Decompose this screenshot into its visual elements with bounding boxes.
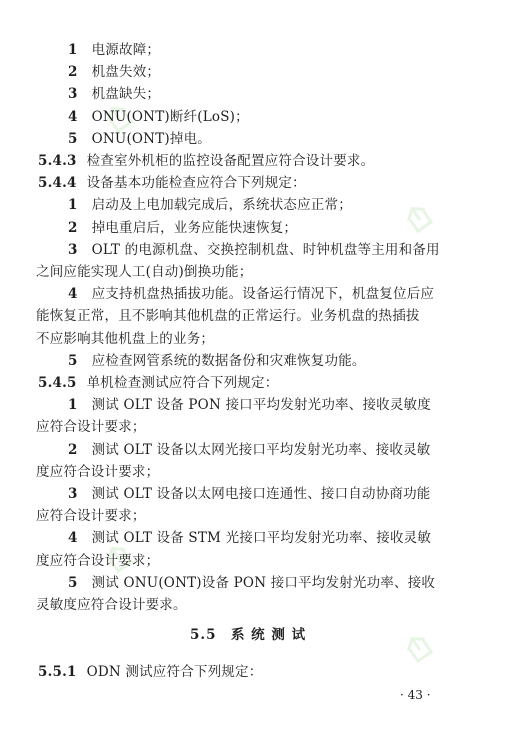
text-line: [68, 129, 211, 149]
item-number: 2: [68, 220, 78, 236]
line-text: 灵敏度应符合设计要求。: [36, 597, 187, 613]
clause-number: 5.4.3: [38, 153, 77, 169]
text-line: [68, 573, 435, 593]
text-line: [36, 417, 146, 437]
text-line: [68, 107, 249, 127]
item-number: 4: [68, 530, 78, 546]
text-line: [36, 462, 159, 482]
line-text: 设备基本功能检查应符合下列规定：: [86, 175, 306, 191]
line-text: 电源故障；: [91, 42, 161, 58]
text-line: [38, 151, 374, 171]
line-text: 能恢复正常，且不影响其他机盘的正常运行。业务机盘的热插拔: [36, 308, 420, 324]
line-text: ONU(ONT)断纤(LoS)；: [91, 109, 249, 125]
line-text: 度应符合设计要求；: [36, 553, 160, 569]
clause-number: 5.5.1: [38, 664, 77, 680]
text-line: [36, 329, 214, 349]
line-text: 测试 OLT 设备 STM 光接口平均发射光功率、接收灵敏: [91, 530, 432, 546]
line-text: 检查室外机柜的监控设备配置应符合设计要求。: [86, 153, 375, 169]
line-text: ONU(ONT)掉电。: [91, 131, 211, 147]
text-line: [36, 506, 146, 526]
clause-number: 5.4.5: [38, 375, 77, 391]
text-line: [36, 595, 187, 615]
line-text: 机盘缺失；: [91, 86, 161, 102]
text-line: [68, 395, 431, 415]
line-text: 启动及上电加载完成后，系统状态应正常；: [91, 197, 352, 213]
clause-5-5-1: [38, 662, 262, 682]
text-line: [68, 40, 160, 60]
text-line: [36, 262, 252, 282]
line-text: 不应影响其他机盘上的业务；: [36, 331, 215, 347]
item-number: 2: [68, 64, 78, 80]
line-text: 机盘失效；: [91, 64, 161, 80]
line-text: 之间应能实现人工(自动)倒换功能；: [36, 264, 253, 280]
item-number: 1: [68, 42, 78, 58]
text-line: [38, 373, 278, 393]
line-text: 应符合设计要求；: [36, 419, 146, 435]
text-line: [68, 528, 431, 548]
item-number: 3: [68, 242, 78, 258]
text-line: [68, 62, 160, 82]
text-line: [68, 84, 160, 104]
text-line: [68, 240, 440, 260]
item-number: 4: [68, 109, 78, 125]
line-text: 应符合设计要求；: [36, 508, 146, 524]
item-number: 1: [68, 197, 78, 213]
item-number: 5: [68, 353, 78, 369]
line-text: 度应符合设计要求；: [36, 464, 160, 480]
text-line: [68, 440, 431, 460]
text-line: [68, 351, 366, 371]
line-text: 测试 OLT 设备以太网电接口连通性、接口自动协商功能: [91, 486, 431, 502]
line-text: 应支持机盘热插拔功能。设备运行情况下，机盘复位后应: [91, 286, 435, 302]
text-line: [68, 195, 352, 215]
item-number: 3: [68, 86, 78, 102]
text-line: [68, 484, 431, 504]
text-line: [38, 173, 306, 193]
line-text: 单机检查测试应符合下列规定：: [86, 375, 279, 391]
item-number: 3: [68, 486, 78, 502]
line-text: 测试 ONU(ONT)设备 PON 接口平均发射光功率、接收: [91, 575, 436, 591]
section-heading: 5.5 系 统 测 试: [190, 627, 307, 643]
page-number: · 43 ·: [400, 688, 431, 702]
item-number: 5: [68, 575, 78, 591]
line-text: OLT 的电源机盘、交换控制机盘、时钟机盘等主用和备用: [91, 242, 440, 258]
item-number: 4: [68, 286, 78, 302]
line-text: 测试 OLT 设备以太网光接口平均发射光功率、接收灵敏: [91, 442, 431, 458]
clause-text: ODN 测试应符合下列规定：: [86, 664, 263, 680]
line-text: 应检查网管系统的数据备份和灾难恢复功能。: [91, 353, 366, 369]
line-text: 测试 OLT 设备 PON 接口平均发射光功率、接收灵敏度: [91, 397, 431, 413]
item-number: 2: [68, 442, 78, 458]
item-number: 5: [68, 131, 78, 147]
text-line: [68, 218, 297, 238]
text-line: [36, 306, 420, 326]
text-line: [36, 551, 159, 571]
item-number: 1: [68, 397, 78, 413]
line-text: 掉电重启后，业务应能快速恢复；: [91, 220, 298, 236]
clause-number: 5.4.4: [38, 175, 77, 191]
text-line: [68, 284, 434, 304]
